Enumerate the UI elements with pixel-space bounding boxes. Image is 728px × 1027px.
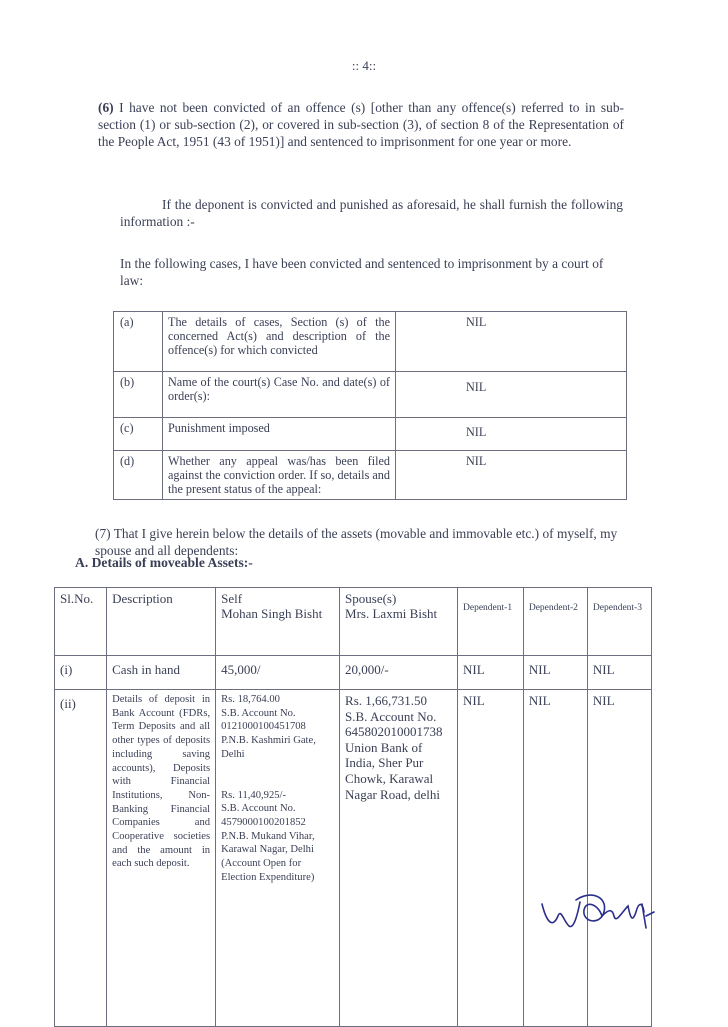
deposit-line: 645802010001738: [345, 724, 443, 740]
header-spouse: [340, 588, 458, 656]
conviction-table: [113, 311, 627, 500]
cell-dependent-1: NIL: [458, 690, 524, 1027]
paragraph-6-number: (6): [98, 100, 114, 115]
self-deposit-1: [221, 693, 334, 762]
header-dependent-2: Dependent-2: [523, 588, 587, 656]
deponent-paragraph: [120, 196, 623, 230]
deposit-line: S.B. Account No.: [221, 707, 296, 719]
header-self: [216, 588, 340, 656]
conviction-row-d: [114, 451, 627, 500]
conviction-value: NIL: [396, 312, 627, 372]
header-dependent-1: Dependent-1: [458, 588, 524, 656]
deposit-line: Delhi: [221, 748, 245, 760]
deposit-line: Rs. 1,66,731.50: [345, 693, 428, 708]
page-number: :: 4::: [351, 58, 377, 73]
cell-spouse: 20,000/-: [340, 656, 458, 690]
deposit-line: Nagar Road, delhi: [345, 786, 440, 802]
conviction-value: NIL: [396, 372, 627, 418]
conviction-desc: Name of the court(s) Case No. and date(s) of order(s):: [163, 372, 396, 418]
assets-row-deposits: [55, 690, 652, 1027]
cell-description: Details of deposit in Bank Account (FDRs, Term Deposits and all other types of deposits including saving accounts), Deposits with Financial Institutions, Non-Banking Financial Companies and Cooperative societies and the amount in each such deposit.: [107, 690, 216, 1027]
deposit-line: S.B. Account No.: [221, 803, 296, 815]
conviction-value: NIL: [396, 451, 627, 500]
header-self-title: Self: [221, 591, 243, 606]
paragraph-6: [98, 99, 624, 150]
paragraph-6-text: I have not been convicted of an offence (s) [other than any offence(s) referred to in sub-section (1) or sub-section (2), or covered in sub-section (3), of section 8 of the Representation of the People Act, 1951 (43 of 1951)] and sentenced to imprisonment for one year or more.: [98, 100, 624, 149]
header-spouse-title: Spouse(s): [345, 591, 397, 606]
conviction-label: (b): [114, 372, 163, 418]
cell-slno: (i): [55, 656, 107, 690]
header-dependent-3: Dependent-3: [587, 588, 651, 656]
conviction-row-c: [114, 418, 627, 451]
deposit-line: Union Bank of: [345, 739, 423, 755]
conviction-label: (c): [114, 418, 163, 451]
deposit-line: S.B. Account No.: [345, 708, 437, 724]
deposit-line: Rs. 18,764.00: [221, 694, 280, 705]
cell-dependent-1: NIL: [458, 656, 524, 690]
deposit-line: Chowk, Karawal: [345, 770, 434, 786]
self-deposit-2: [221, 789, 334, 885]
moveable-assets-table: [54, 587, 652, 1027]
signature-mark: [536, 882, 661, 942]
paragraph-7: [95, 525, 625, 559]
cell-description: Cash in hand: [107, 656, 216, 690]
deposit-line: P.N.B. Kashmiri Gate,: [221, 735, 316, 747]
deposit-line: Rs. 11,40,925/-: [221, 789, 287, 801]
cell-self: [216, 690, 340, 1027]
deposit-line: Election Expenditure): [221, 871, 315, 883]
cell-self: 45,000/: [216, 656, 340, 690]
header-spouse-name: Mrs. Laxmi Bisht: [345, 606, 438, 621]
header-slno: Sl.No.: [55, 588, 107, 656]
conviction-desc: The details of cases, Section (s) of the concerned Act(s) and description of the offence(s) for which convicted: [163, 312, 396, 372]
paragraph-7-text: That I give herein below the details of the assets (movable and immovable etc.) of myself, my spouse and all dependents:: [95, 526, 618, 558]
conviction-label: (d): [114, 451, 163, 500]
header-self-name: Mohan Singh Bisht: [221, 606, 323, 621]
assets-row-cash: [55, 656, 652, 690]
deposit-line: (Account Open for: [221, 858, 302, 870]
conviction-value: NIL: [396, 418, 627, 451]
conviction-label: (a): [114, 312, 163, 372]
conviction-row-a: [114, 312, 627, 372]
cases-paragraph: In the following cases, I have been convicted and sentenced to imprisonment by a court of law:: [120, 256, 604, 288]
deposit-line: P.N.B. Mukand Vihar,: [221, 830, 315, 842]
cell-dependent-3: NIL: [587, 690, 651, 1027]
deposit-line: 0121000100451708: [221, 721, 306, 733]
cell-slno: (ii): [55, 690, 107, 1027]
paragraph-7-number: (7): [95, 526, 111, 541]
deposit-line: Karawal Nagar, Delhi: [221, 844, 314, 856]
conviction-desc: Punishment imposed: [163, 418, 396, 451]
cell-spouse: [340, 690, 458, 1027]
assets-header-row: [55, 588, 652, 656]
deposit-line: India, Sher Pur: [345, 755, 424, 771]
cell-dependent-2: NIL: [523, 690, 587, 1027]
header-description: Description: [107, 588, 216, 656]
cell-dependent-3: NIL: [587, 656, 651, 690]
conviction-row-b: [114, 372, 627, 418]
section-a-heading: A. Details of moveable Assets:-: [75, 555, 253, 570]
conviction-desc: Whether any appeal was/has been filed against the conviction order. If so, details and the present status of the appeal:: [163, 451, 396, 500]
deposit-line: 4579000100201852: [221, 816, 306, 828]
cell-dependent-2: NIL: [523, 656, 587, 690]
deponent-text: If the deponent is convicted and punished as aforesaid, he shall furnish the following information :-: [120, 197, 623, 229]
